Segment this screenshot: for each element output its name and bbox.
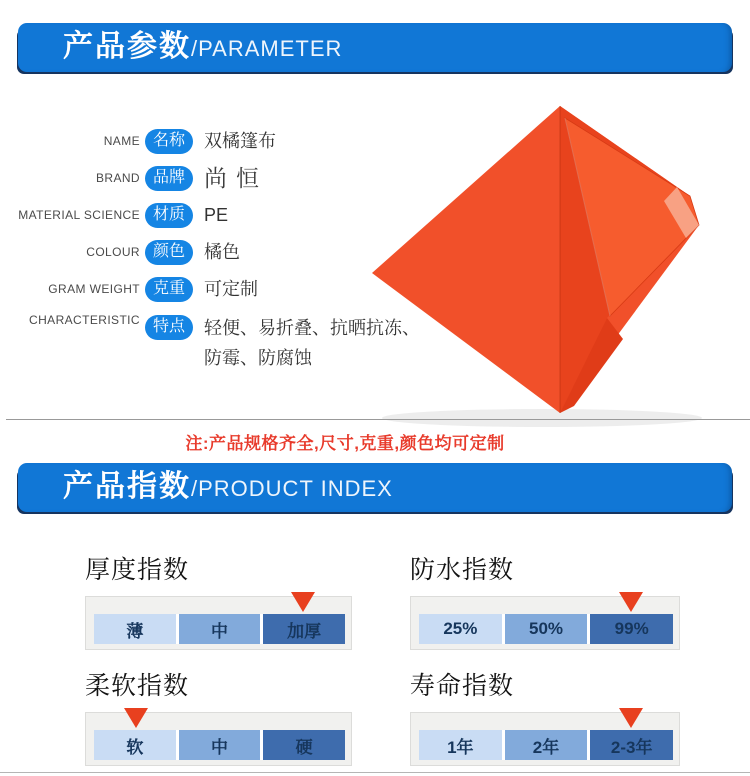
index-panel	[410, 596, 680, 650]
index-segment: 薄	[94, 614, 176, 644]
index-segment: 99%	[590, 614, 673, 644]
index-marker-icon	[619, 592, 643, 612]
index-scale-bar	[94, 614, 345, 644]
index-card-thickness	[85, 550, 352, 650]
index-segment: 2-3年	[590, 730, 673, 760]
index-title: 厚度指数	[85, 556, 190, 584]
param-label-en: CHARACTERISTIC	[29, 313, 140, 327]
index-marker-icon	[124, 708, 148, 728]
index-segment: 1年	[419, 730, 502, 760]
index-title: 防水指数	[410, 556, 515, 584]
customization-note: 注:产品规格齐全,尺寸,克重,颜色均可定制	[185, 434, 505, 453]
param-label-badge: 克重	[145, 277, 193, 302]
param-label-badge: 材质	[145, 203, 193, 228]
index-section-banner	[18, 463, 732, 512]
index-segment: 2年	[505, 730, 588, 760]
index-panel	[85, 596, 352, 650]
index-title: 寿命指数	[410, 672, 515, 700]
param-value: 轻便、易折叠、抗晒抗冻、防霉、防腐蚀	[204, 318, 421, 368]
index-card-waterproof	[410, 550, 680, 650]
param-value: PE	[204, 205, 229, 225]
index-segment: 加厚	[263, 614, 345, 644]
param-label-en: GRAM WEIGHT	[48, 282, 140, 296]
index-card-lifespan	[410, 666, 680, 766]
index-marker-icon	[291, 592, 315, 612]
index-panel	[410, 712, 680, 766]
param-value: 可定制	[204, 279, 259, 299]
param-label-badge: 特点	[145, 315, 193, 340]
param-label-en: MATERIAL SCIENCE	[18, 208, 140, 222]
parameter-banner-title-cn: 产品参数	[63, 30, 191, 63]
param-value: 橘色	[204, 242, 241, 262]
index-scale-bar	[419, 730, 673, 760]
param-label-badge: 名称	[145, 129, 193, 154]
index-marker-icon	[619, 708, 643, 728]
param-label-badge: 颜色	[145, 240, 193, 265]
index-title: 柔软指数	[85, 672, 190, 700]
param-label-en: COLOUR	[86, 245, 140, 259]
parameter-section-banner	[18, 23, 732, 72]
param-value: 双橘篷布	[204, 131, 277, 151]
index-panel	[85, 712, 352, 766]
index-scale-bar	[419, 614, 673, 644]
index-segment: 25%	[419, 614, 502, 644]
parameter-banner-title-en: /PARAMETER	[191, 36, 343, 61]
param-label-en: NAME	[103, 134, 140, 148]
param-value: 尚恒	[204, 165, 269, 191]
product-image-orange-tarpaulin	[352, 88, 732, 433]
index-segment: 硬	[263, 730, 345, 760]
index-banner-title-cn: 产品指数	[63, 470, 191, 503]
section-divider	[6, 419, 750, 420]
index-segment: 50%	[505, 614, 588, 644]
param-label-en: BRAND	[95, 171, 140, 185]
index-segment: 软	[94, 730, 176, 760]
param-label-badge: 品牌	[145, 166, 193, 191]
index-segment: 中	[179, 730, 261, 760]
index-banner-title-en: /PRODUCT INDEX	[191, 476, 393, 501]
index-scale-bar	[94, 730, 345, 760]
page-bottom-divider	[0, 772, 750, 773]
index-card-softness	[85, 666, 352, 766]
index-segment: 中	[179, 614, 261, 644]
